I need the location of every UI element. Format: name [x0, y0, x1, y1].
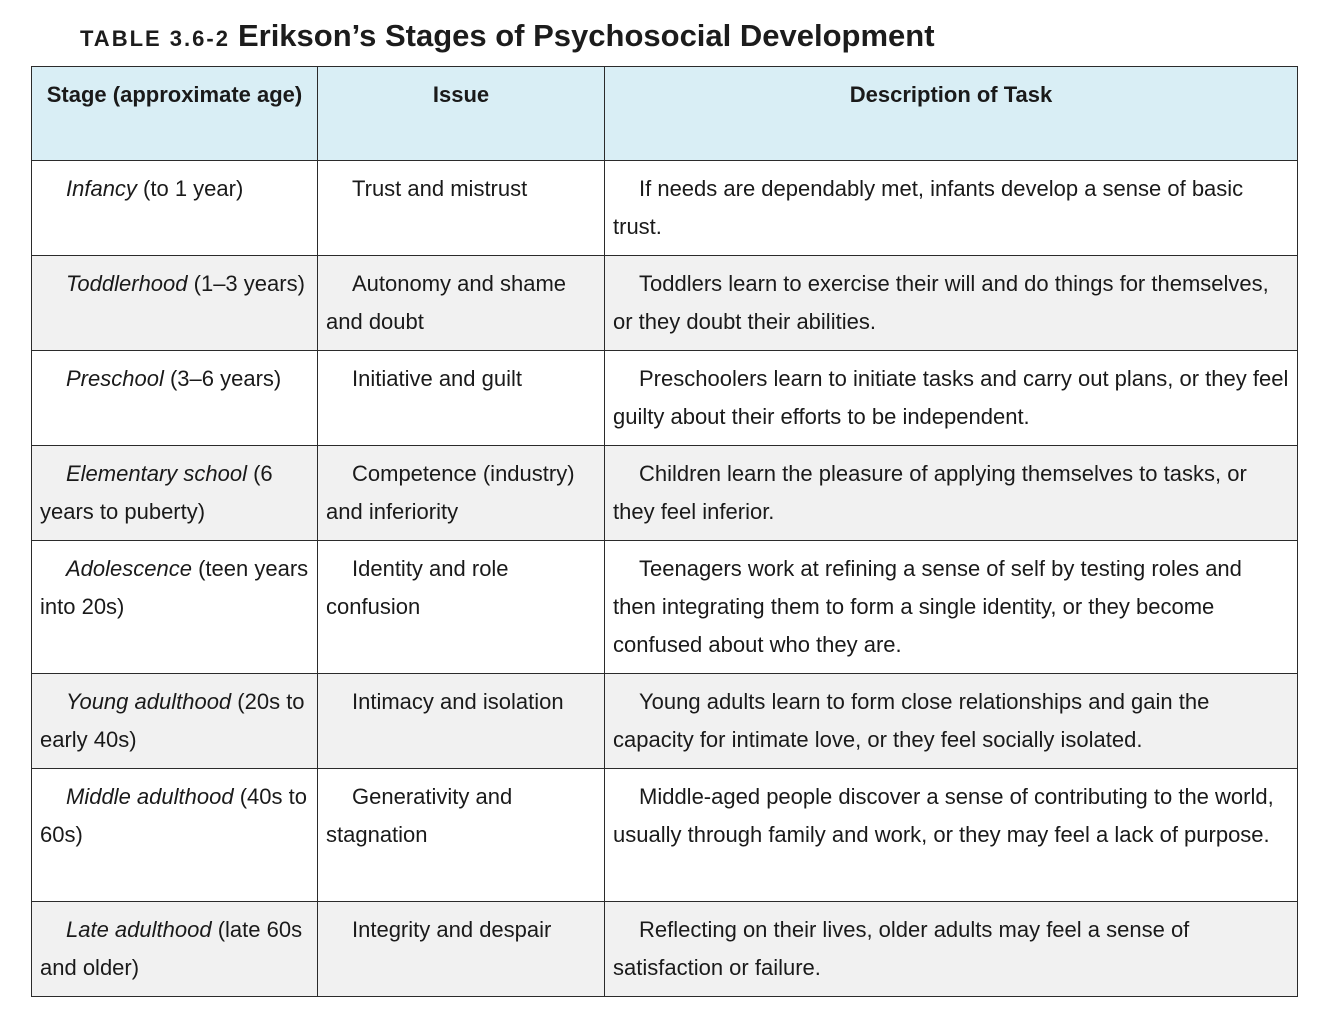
stage-age: (40s to 60s) [40, 784, 307, 847]
table-row [32, 351, 1298, 446]
stage-age: (3–6 years) [163, 366, 282, 391]
table-row [32, 769, 1298, 902]
table-row [32, 446, 1298, 541]
stage-name: Young adulthood [66, 689, 232, 714]
issue-cell: Integrity and despair [318, 902, 605, 997]
description-cell: Teenagers work at refining a sense of self by testing roles and then integrating them to form a single identity, or they become confused about who they are. [605, 541, 1298, 674]
stage-cell [32, 674, 318, 769]
issue-cell: Initiative and guilt [318, 351, 605, 446]
issue-cell: Generativity and stagnation [318, 769, 605, 902]
description-cell: Reflecting on their lives, older adults may feel a sense of satisfaction or failure. [605, 902, 1298, 997]
description-cell: If needs are dependably met, infants develop a sense of basic trust. [605, 161, 1298, 256]
issue-cell: Competence (industry) and inferiority [318, 446, 605, 541]
description-cell: Toddlers learn to exercise their will and do things for themselves, or they doubt their abilities. [605, 256, 1298, 351]
issue-cell: Intimacy and isolation [318, 674, 605, 769]
stage-name: Elementary school [66, 461, 247, 486]
stage-age: (1–3 years) [187, 271, 305, 296]
table-caption [80, 14, 935, 61]
description-cell: Young adults learn to form close relationships and gain the capacity for intimate love, or they feel socially isolated. [605, 674, 1298, 769]
stage-age: (6 years to puberty) [40, 461, 273, 524]
stage-name: Toddlerhood [66, 271, 188, 296]
header-stage: Stage (approximate age) [32, 67, 318, 161]
stage-cell [32, 351, 318, 446]
table-row [32, 161, 1298, 256]
table-number: TABLE 3.6-2 [80, 26, 230, 51]
description-cell: Preschoolers learn to initiate tasks and carry out plans, or they feel guilty about their efforts to be independent. [605, 351, 1298, 446]
stage-age: (20s to early 40s) [40, 689, 305, 752]
table-row [32, 674, 1298, 769]
table-row [32, 256, 1298, 351]
stage-cell [32, 161, 318, 256]
stage-age: (to 1 year) [136, 176, 244, 201]
table-row [32, 902, 1298, 997]
table-title: Erikson’s Stages of Psychosocial Development [237, 18, 935, 53]
stage-name: Preschool [66, 366, 164, 391]
header-row [32, 67, 1298, 161]
stage-cell [32, 446, 318, 541]
stage-cell [32, 769, 318, 902]
issue-cell: Identity and role confusion [318, 541, 605, 674]
description-cell: Children learn the pleasure of applying themselves to tasks, or they feel inferior. [605, 446, 1298, 541]
stage-cell [32, 256, 318, 351]
stage-name: Adolescence [66, 556, 192, 581]
description-cell: Middle-aged people discover a sense of contributing to the world, usually through family and work, or they may feel a lack of purpose. [605, 769, 1298, 902]
stage-name: Infancy [66, 176, 137, 201]
header-issue: Issue [318, 67, 605, 161]
stage-age: (teen years into 20s) [40, 556, 309, 619]
stage-age: (late 60s and older) [40, 917, 303, 980]
stage-cell [32, 902, 318, 997]
table-row [32, 541, 1298, 674]
stage-name: Middle adulthood [66, 784, 234, 809]
erikson-stages-table [31, 66, 1298, 997]
stage-cell [32, 541, 318, 674]
issue-cell: Autonomy and shame and doubt [318, 256, 605, 351]
stage-name: Late adulthood [66, 917, 212, 942]
header-description: Description of Task [605, 67, 1298, 161]
issue-cell: Trust and mistrust [318, 161, 605, 256]
